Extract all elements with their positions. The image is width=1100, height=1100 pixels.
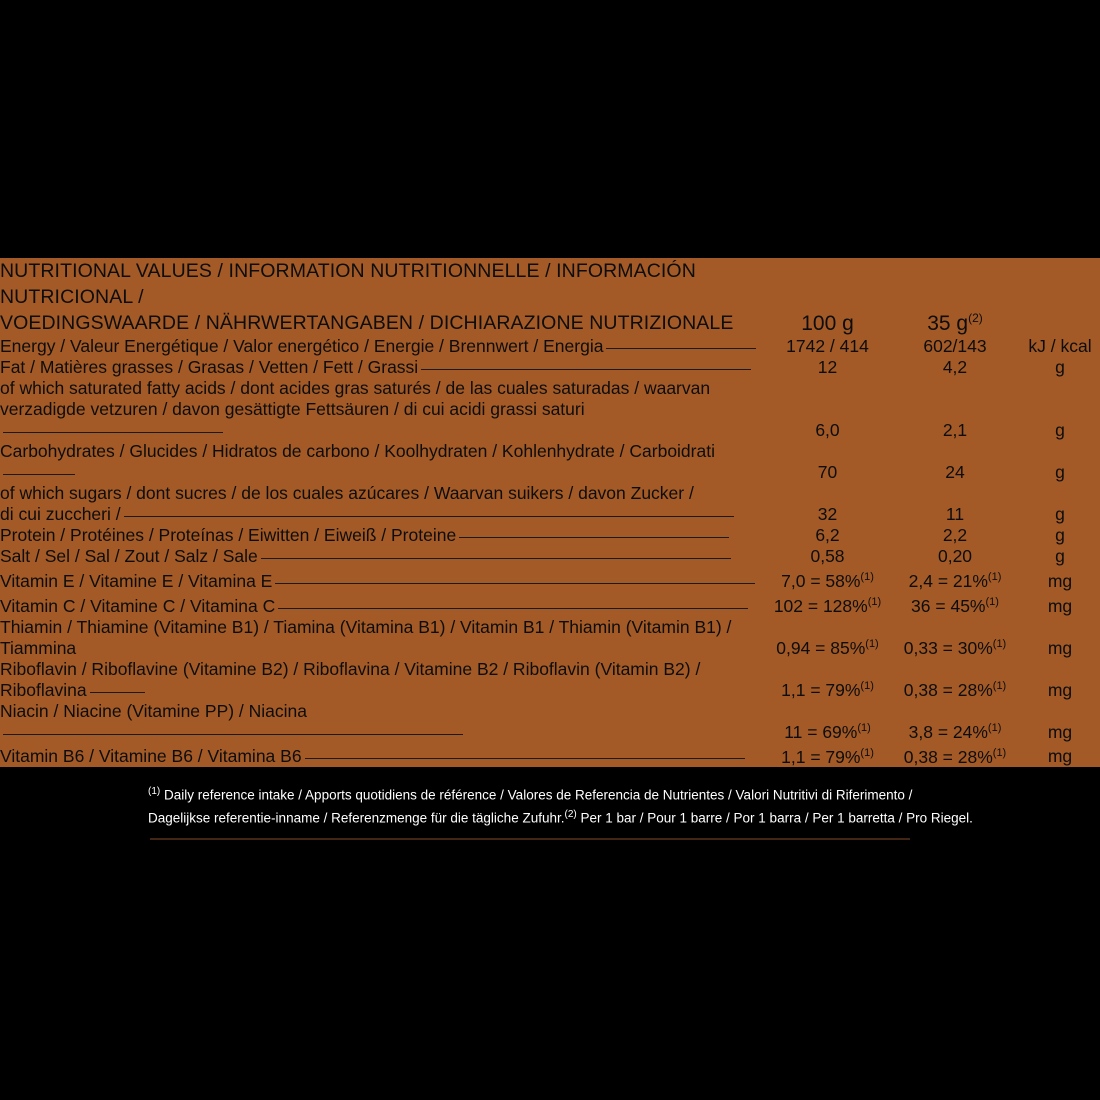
value-unit-text: kJ / kcal <box>1028 336 1092 356</box>
table-row <box>0 525 1100 546</box>
value-35g-footnote-marker: (1) <box>987 721 1002 734</box>
table-row <box>0 336 1100 357</box>
nutrient-label-text: Vitamin E / Vitamine E / Vitamina E <box>0 570 273 591</box>
value-100g-text: 0,58 <box>810 546 845 566</box>
value-35g-footnote-marker: (1) <box>992 679 1007 692</box>
value-100g-text: 7,0 = 58% <box>781 570 861 591</box>
table-title-cell <box>0 258 765 336</box>
nutrient-label <box>0 567 765 592</box>
value-35g-footnote-marker: (1) <box>992 746 1007 759</box>
value-100g-text: 70 <box>817 462 838 482</box>
nutrient-label <box>0 617 765 659</box>
value-100g <box>765 546 890 567</box>
nutrient-label-text: Energy / Valeur Energétique / Valor energético / Energie / Brennwert / Energia <box>0 336 604 356</box>
value-35g <box>890 504 1020 525</box>
table-row <box>0 592 1100 617</box>
value-35g <box>890 399 1020 441</box>
table-header-row <box>0 258 1100 336</box>
value-100g-text: 32 <box>817 504 838 524</box>
value-unit <box>1020 546 1100 567</box>
nutrient-label-text: Riboflavin / Riboflavine (Vitamine B2) / Riboflavina / Vitamine B2 / Riboflavin (Vitamin B2) / Riboflavina <box>0 658 701 700</box>
value-35g <box>890 525 1020 546</box>
table-row <box>0 546 1100 567</box>
value-35g <box>890 567 1020 592</box>
value-35g-text: 2,2 <box>942 525 968 545</box>
value-unit-text: mg <box>1047 570 1073 591</box>
value-35g-text: 11 <box>945 504 965 524</box>
value-100g-footnote-marker: (1) <box>860 571 874 583</box>
leader-rule <box>90 692 145 693</box>
value-unit <box>1020 567 1100 592</box>
nutrition-panel <box>0 258 1100 767</box>
nutrient-label-text: Fat / Matières grasses / Grasas / Vetten / Fett / Grassi <box>0 357 419 377</box>
value-unit-text: mg <box>1047 637 1073 658</box>
value-unit-text: g <box>1055 525 1065 545</box>
value-unit <box>1020 743 1100 768</box>
value-100g-text: 6,2 <box>815 525 840 545</box>
value-100g <box>765 378 890 399</box>
value-35g-text: 2,4 = 21% <box>908 570 988 591</box>
value-100g-text: 6,0 <box>815 420 840 440</box>
footnote-marker-1: (1) <box>148 786 161 797</box>
value-unit-text: mg <box>1047 595 1073 616</box>
value-100g-text: 102 = 128% <box>773 595 868 616</box>
footnote-marker-2: (2) <box>564 808 577 820</box>
value-35g-text: 24 <box>945 462 965 482</box>
table-row <box>0 701 1100 743</box>
value-100g <box>765 399 890 441</box>
value-35g <box>890 592 1020 617</box>
leader-rule <box>275 583 755 584</box>
nutrient-label <box>0 483 765 504</box>
leader-rule <box>124 516 734 517</box>
value-100g <box>765 504 890 525</box>
column-header-35g <box>890 258 1020 336</box>
value-unit-text: mg <box>1047 721 1073 742</box>
value-unit-text: g <box>1055 357 1065 377</box>
value-unit <box>1020 399 1100 441</box>
nutrient-label <box>0 701 765 743</box>
value-100g-text: 12 <box>817 357 838 377</box>
nutrient-label <box>0 592 765 617</box>
value-100g-text: 1742 / 414 <box>786 336 869 356</box>
value-35g <box>890 546 1020 567</box>
value-35g-footnote-marker: (1) <box>992 637 1007 650</box>
nutrition-rows <box>0 336 1100 767</box>
value-35g <box>890 441 1020 483</box>
value-unit <box>1020 617 1100 659</box>
value-100g <box>765 743 890 768</box>
value-35g-text: 4,2 <box>942 357 968 377</box>
leader-rule <box>3 432 223 433</box>
nutrient-label-text: Thiamin / Thiamine (Vitamine B1) / Tiamina (Vitamina B1) / Vitamin B1 / Thiamin (Vitamin B1) / Tiammina <box>0 616 732 658</box>
value-100g-footnote-marker: (1) <box>860 746 874 759</box>
footnote-block <box>148 782 978 827</box>
nutrient-label <box>0 743 765 768</box>
table-row <box>0 504 1100 525</box>
column-header-35g-footnote-marker: (2) <box>968 311 983 325</box>
leader-rule <box>459 537 729 538</box>
footnote-line-1 <box>148 782 978 805</box>
table-row <box>0 567 1100 592</box>
value-unit <box>1020 701 1100 743</box>
table-row <box>0 483 1100 504</box>
nutrient-label-text: Carbohydrates / Glucides / Hidratos de carbono / Koolhydraten / Kohlenhydrate / Carboidrati <box>0 441 715 461</box>
nutrient-label-text: Vitamin B6 / Vitamine B6 / Vitamina B6 <box>0 746 302 767</box>
value-100g-text: 11 = 69% <box>784 721 858 742</box>
value-35g <box>890 701 1020 743</box>
value-35g-footnote-marker: (1) <box>985 595 999 608</box>
value-unit <box>1020 592 1100 617</box>
table-row <box>0 378 1100 399</box>
nutrient-label-text: of which sugars / dont sucres / de los cuales azúcares / Waarvan suikers / davon Zucker / <box>0 483 694 503</box>
nutrient-label <box>0 441 765 483</box>
column-header-unit <box>1020 258 1100 336</box>
column-header-100g <box>765 258 890 336</box>
value-100g-text: 1,1 = 79% <box>781 746 861 767</box>
table-title-line2: VOEDINGSWAARDE / NÄHRWERTANGABEN / DICHIARAZIONE NUTRIZIONALE <box>0 312 734 334</box>
value-unit <box>1020 504 1100 525</box>
value-unit-text: mg <box>1047 679 1073 700</box>
leader-rule <box>606 348 756 349</box>
value-100g-footnote-marker: (1) <box>860 679 874 692</box>
value-unit-text: g <box>1055 504 1065 524</box>
decorative-divider <box>150 838 910 840</box>
value-100g <box>765 441 890 483</box>
value-35g-text: 0,38 = 28% <box>903 679 993 700</box>
value-35g <box>890 617 1020 659</box>
table-row <box>0 743 1100 768</box>
table-title-line1: NUTRITIONAL VALUES / INFORMATION NUTRITIONNELLE / INFORMACIÓN NUTRICIONAL / <box>0 260 696 308</box>
value-100g <box>765 483 890 504</box>
value-unit <box>1020 357 1100 378</box>
leader-rule <box>261 558 731 559</box>
column-header-35g-label: 35 g <box>927 312 969 335</box>
value-35g-text: 36 = 45% <box>911 595 986 616</box>
leader-rule <box>305 758 745 759</box>
nutrient-label-text: Niacin / Niacine (Vitamine PP) / Niacina <box>0 700 308 721</box>
footnote-text-1: Daily reference intake / Apports quotidiens de référence / Valores de Referencia de Nutrientes / Valori Nutritivi di Riferimento / <box>160 787 913 803</box>
nutrient-label-text: di cui zuccheri / <box>0 504 121 524</box>
table-row <box>0 399 1100 441</box>
nutrient-label-text: of which saturated fatty acids / dont acides gras saturés / de las cuales saturadas / waarvan <box>0 378 711 398</box>
value-35g-text: 0,20 <box>937 546 973 566</box>
leader-rule <box>3 474 75 475</box>
value-unit-text: g <box>1055 462 1065 482</box>
nutrient-label <box>0 336 765 357</box>
value-100g <box>765 701 890 743</box>
value-35g-text: 0,33 = 30% <box>903 637 993 658</box>
value-unit-text: g <box>1055 546 1065 566</box>
value-100g <box>765 336 890 357</box>
table-row <box>0 441 1100 483</box>
value-unit-text: g <box>1055 420 1065 440</box>
footnote-line-2 <box>148 805 978 828</box>
value-35g <box>890 357 1020 378</box>
nutrient-label <box>0 504 765 525</box>
value-100g-footnote-marker: (1) <box>865 637 879 650</box>
value-35g-text: 2,1 <box>942 420 968 440</box>
nutrient-label-text: Salt / Sel / Sal / Zout / Salz / Sale <box>0 546 258 566</box>
value-100g <box>765 592 890 617</box>
column-header-100g-label: 100 g <box>801 312 854 335</box>
nutrient-label-text: verzadigde vetzuren / davon gesättigte Fettsäuren / di cui acidi grassi saturi <box>0 399 585 419</box>
value-35g-footnote-marker: (1) <box>987 571 1002 583</box>
value-100g <box>765 357 890 378</box>
value-35g-text: 0,38 = 28% <box>903 746 993 767</box>
nutrient-label <box>0 546 765 567</box>
nutrition-table <box>0 258 1100 767</box>
leader-rule <box>278 608 748 609</box>
value-100g <box>765 617 890 659</box>
value-100g-footnote-marker: (1) <box>867 595 882 608</box>
leader-rule <box>421 369 751 370</box>
value-35g-text: 602/143 <box>923 336 987 356</box>
value-unit <box>1020 659 1100 701</box>
value-35g <box>890 659 1020 701</box>
value-100g <box>765 659 890 701</box>
footnote-text-2b: Per 1 bar / Pour 1 barre / Por 1 barra / Per 1 barretta / Pro Riegel. <box>576 810 973 825</box>
value-100g-text: 1,1 = 79% <box>781 679 861 700</box>
table-row <box>0 357 1100 378</box>
nutrient-label <box>0 378 765 399</box>
table-row <box>0 617 1100 659</box>
value-unit <box>1020 525 1100 546</box>
nutrient-label <box>0 659 765 701</box>
value-35g <box>890 378 1020 399</box>
value-unit <box>1020 336 1100 357</box>
value-unit <box>1020 378 1100 399</box>
footnote-text-2a: Dagelijkse referentie-inname / Referenzmenge für die tägliche Zufuhr. <box>148 810 565 825</box>
nutrient-label <box>0 525 765 546</box>
value-35g <box>890 336 1020 357</box>
value-35g-text: 3,8 = 24% <box>908 721 988 742</box>
nutrient-label <box>0 357 765 378</box>
value-100g-footnote-marker: (1) <box>857 721 871 734</box>
value-35g <box>890 743 1020 768</box>
leader-rule <box>3 734 463 735</box>
table-row <box>0 659 1100 701</box>
value-35g <box>890 483 1020 504</box>
value-unit <box>1020 441 1100 483</box>
value-unit-text: mg <box>1047 746 1073 767</box>
nutrient-label <box>0 399 765 441</box>
value-100g <box>765 567 890 592</box>
value-unit <box>1020 483 1100 504</box>
value-100g <box>765 525 890 546</box>
value-100g-text: 0,94 = 85% <box>776 637 866 658</box>
nutrient-label-text: Protein / Protéines / Proteínas / Eiwitten / Eiweiß / Proteine <box>0 525 457 545</box>
nutrient-label-text: Vitamin C / Vitamine C / Vitamina C <box>0 595 276 616</box>
